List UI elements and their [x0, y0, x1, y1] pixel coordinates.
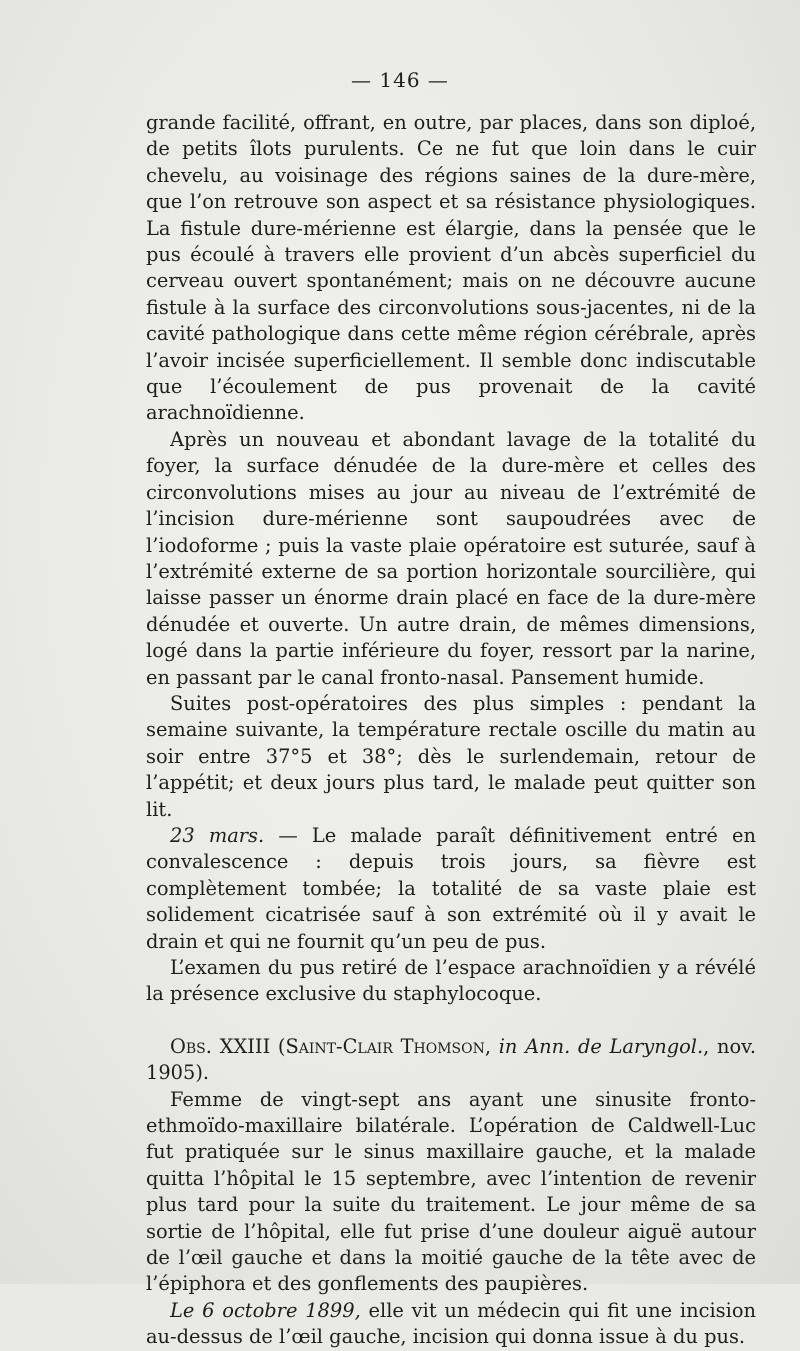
section-gap: [146, 1008, 756, 1034]
observation-sep: ,: [484, 1034, 499, 1058]
paragraph-4: [146, 823, 756, 955]
observation-rest: , nov. 1905).: [146, 1034, 756, 1085]
paragraph-7: [146, 1298, 756, 1351]
paragraph-2: Après un nouveau et abondant lavage de la totalité du foyer, la surface dénudée de la dure-mère et celles des circonvolutions mises au jour au niveau de l’extrémité de l’incision dure-mérienne sont saupoudrées avec de l’iodoforme ; puis la vaste plaie opératoire est suturée, sauf à l’extrémité externe de sa portion horizontale sourcilière, qui laisse passer un énorme drain placé en face de la dure-mère dénudée et ouverte. Un autre drain, de mêmes dimensions, logé dans la partie inférieure du foyer, ressort par la narine, en passant par le canal fronto-nasal. Pansement humide.: [146, 427, 756, 689]
observation-open-paren: (: [270, 1034, 286, 1058]
paragraph-3: Suites post-opératoires des plus simples : pendant la semaine suivante, la température rectale oscille du matin au soir entre 37°5 et 38°; dès le surlendemain, retour de l’appétit; et deux jours plus tard, le malade peut quitter son lit.: [146, 691, 756, 821]
paragraph-4-date: 23 mars.: [170, 823, 265, 847]
observation-author: Saint-Clair Thomson: [285, 1034, 485, 1058]
observation-journal: in Ann. de Laryngol.: [498, 1034, 704, 1058]
paragraph-4-text: — Le malade paraît définitivement entré en convalescence : depuis trois jours, sa fièvre est complètement tombée; la totalité de sa vaste plaie est solidement cicatrisée sauf à son extrémité où il y avait le drain et qui ne fournit qu’un peu de pus.: [146, 823, 756, 953]
observation-label: Obs. XXIII: [170, 1034, 271, 1058]
observation-heading: [146, 1034, 756, 1087]
page-number: — 146 —: [351, 68, 449, 92]
paragraph-6: Femme de vingt-sept ans ayant une sinusite fronto-ethmoïdo-maxillaire bilatérale. L’opération de Caldwell-Luc fut pratiquée sur le sinus maxillaire gauche, et la malade quitta l’hôpital le 15 septembre, avec l’intention de revenir plus tard pour la suite du traitement. Le jour même de sa sortie de l’hôpital, elle fut prise d’une douleur aiguë autour de l’œil gauche et dans la moitié gauche de la tête avec de l’épiphora et des gonflements des paupières.: [146, 1087, 756, 1296]
body-text: [146, 110, 756, 1351]
paragraph-7-text: elle vit un médecin qui fit une incision au-dessus de l’œil gauche, incision qui donna issue à du pus.: [146, 1298, 756, 1349]
paragraph-5: L’examen du pus retiré de l’espace arachnoïdien y a révélé la présence exclusive du staphylocoque.: [146, 956, 756, 1006]
paragraph-1: grande facilité, offrant, en outre, par places, dans son diploé, de petits îlots purulents. Ce ne fut que loin dans le cuir chevelu, au voisinage des régions saines de la dure-mère, que l’on retrouve son aspect et sa résistance physiologiques. La fistule dure-mérienne est élargie, dans la pensée que le pus écoulé à travers elle provient d’un abcès superficiel du cerveau ouvert spontanément; mais on ne découvre aucune fistule à la surface des circonvolutions sous-jacentes, ni de la cavité pathologique dans cette même région cérébrale, après l’avoir incisée superficiellement. Il semble donc indiscutable que l’écoulement de pus provenait de la cavité arachnoïdienne.: [146, 111, 756, 425]
paragraph-7-date: Le 6 octobre 1899,: [170, 1298, 361, 1322]
